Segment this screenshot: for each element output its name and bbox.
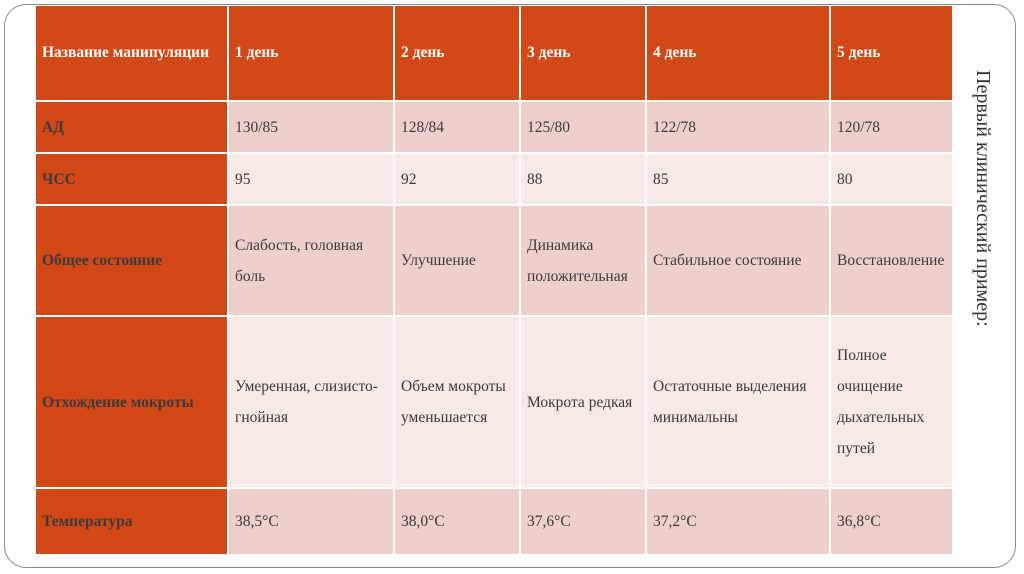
table-row — [36, 317, 952, 489]
table-cell: Умеренная, слизисто-гнойная — [229, 317, 395, 489]
table-cell: 85 — [647, 154, 831, 206]
table-row — [36, 489, 952, 554]
table-cell: 36,8°С — [831, 489, 952, 554]
table-cell: 92 — [395, 154, 521, 206]
monitoring-table — [36, 6, 952, 554]
header-cell-procedure: Название манипуляции — [36, 6, 229, 102]
table-cell: 130/85 — [229, 102, 395, 154]
table-cell: Объем мокроты уменьшается — [395, 317, 521, 489]
table-cell: Динамика положительная — [521, 206, 647, 317]
table-cell: Слабость, головная боль — [229, 206, 395, 317]
row-label: Общее состояние — [36, 206, 229, 317]
table-cell: 37,2°С — [647, 489, 831, 554]
row-label: Отхождение мокроты — [36, 317, 229, 489]
table-cell: 125/80 — [521, 102, 647, 154]
table-row — [36, 154, 952, 206]
table-cell: 95 — [229, 154, 395, 206]
table-cell: Мокрота редкая — [521, 317, 647, 489]
table-cell: Остаточные выделения минимальны — [647, 317, 831, 489]
header-cell-day-2: 2 день — [395, 6, 521, 102]
table-cell: 38,5°С — [229, 489, 395, 554]
row-label: ЧСС — [36, 154, 229, 206]
table-cell: Полное очищение дыхательных путей — [831, 317, 952, 489]
header-cell-day-5: 5 день — [831, 6, 952, 102]
table-row — [36, 102, 952, 154]
table-cell: 37,6°С — [521, 489, 647, 554]
table-cell: Улучшение — [395, 206, 521, 317]
slide-title: Первый клинический пример: — [972, 70, 994, 327]
table-row — [36, 206, 952, 317]
row-label: Температура — [36, 489, 229, 554]
table-cell: 88 — [521, 154, 647, 206]
header-cell-day-3: 3 день — [521, 6, 647, 102]
row-label: АД — [36, 102, 229, 154]
table-cell: 38,0°С — [395, 489, 521, 554]
table-cell: Восстановление — [831, 206, 952, 317]
table-cell: 120/78 — [831, 102, 952, 154]
table-header-row — [36, 6, 952, 102]
table-cell: 122/78 — [647, 102, 831, 154]
header-cell-day-4: 4 день — [647, 6, 831, 102]
table-cell: 80 — [831, 154, 952, 206]
table-cell: 128/84 — [395, 102, 521, 154]
header-cell-day-1: 1 день — [229, 6, 395, 102]
table-cell: Стабильное состояние — [647, 206, 831, 317]
